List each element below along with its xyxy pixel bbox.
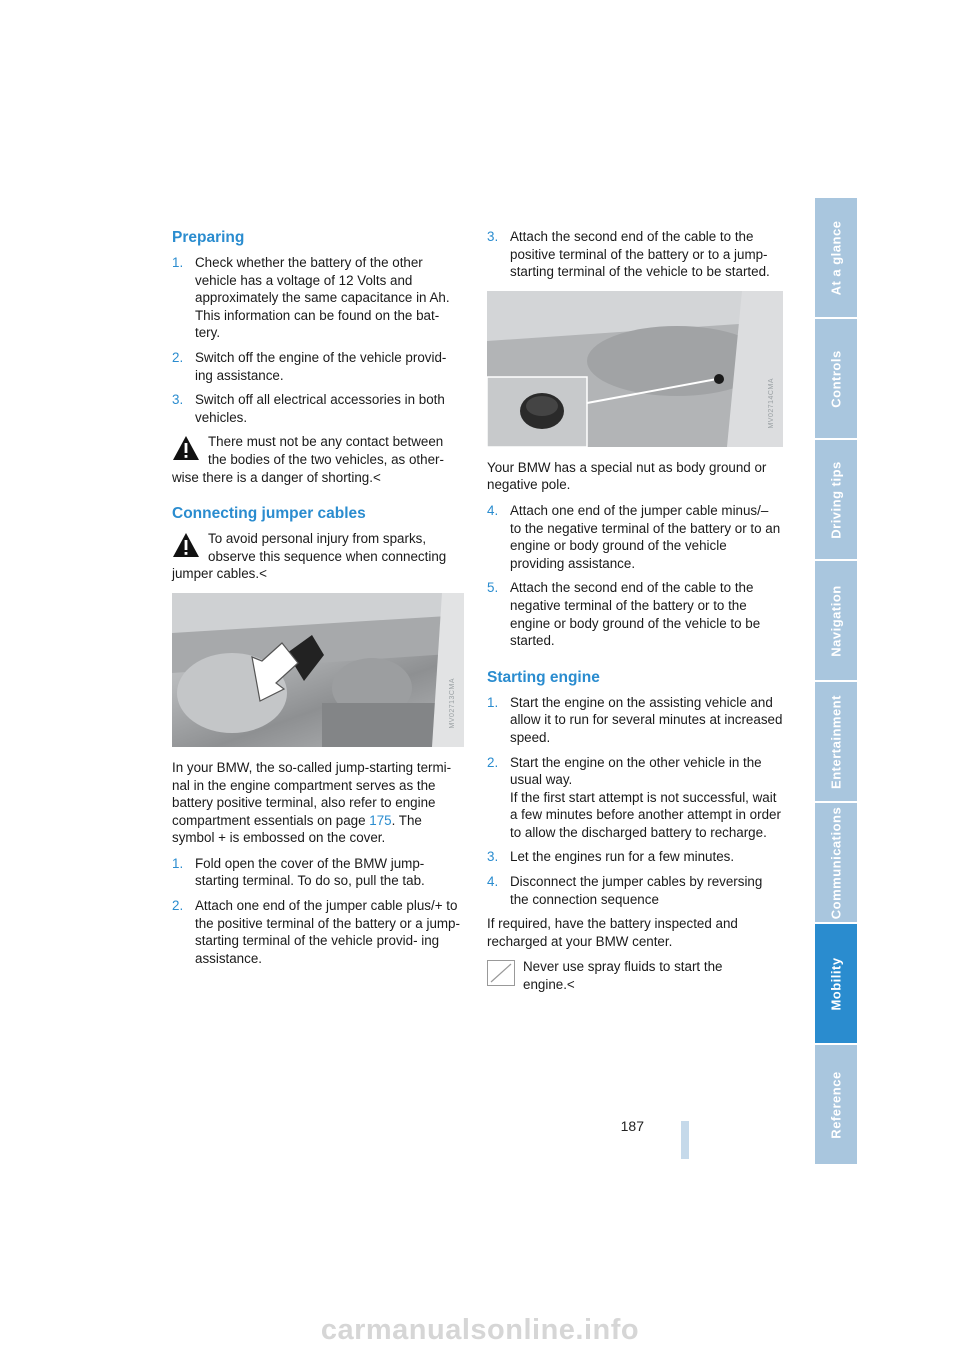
engine-bay-illustration [172, 593, 464, 747]
tab-mobility[interactable]: Mobility [815, 924, 857, 1043]
page-number: 187 [620, 1118, 644, 1134]
step-text: Switch off the engine of the vehicle provid- ing assistance. [195, 349, 447, 383]
step-number: 1. [487, 694, 499, 710]
warning-text-line: the bodies of the two vehicles, as other- [208, 451, 444, 467]
step-text: Start the engine on the assisting vehicle and allow it to run for several minutes at increased speed. [510, 694, 783, 745]
list-item [487, 694, 783, 747]
tab-driving-tips[interactable]: Driving tips [815, 440, 857, 559]
list-item [487, 579, 783, 649]
starting-engine-heading: Starting engine [487, 668, 600, 686]
list-item [172, 349, 464, 384]
note-text-line: engine.< [523, 977, 575, 993]
intro-paragraph: In your BMW, the so-called jump-starting termi- nal in the engine compartment serves as the battery positive terminal, also refer to engine compartment essentials on page 175. The symbol + is embossed on the cover. [172, 759, 452, 846]
shorting-warning [172, 433, 464, 486]
warning-text-line: There must not be any contact between [208, 434, 444, 450]
image-code: MV02714CMA [768, 378, 776, 429]
warning-text-line: To avoid personal injury from sparks, [208, 531, 427, 547]
jump-start-terminal-photo [172, 593, 464, 747]
body-ground-photo [487, 291, 783, 447]
tab-at-a-glance[interactable]: At a glance [815, 198, 857, 317]
step-number: 5. [487, 580, 499, 596]
sparks-warning [172, 530, 464, 583]
step-number: 4. [487, 874, 499, 890]
step-text: Check whether the battery of the other vehicle has a voltage of 12 Volts and approximately the same capacitance in Ah. This information can be found on the bat- tery. [195, 255, 450, 341]
list-item [487, 873, 783, 908]
right-column [487, 228, 783, 1004]
step-extra-text: If the first start attempt is not successful, wait a few minutes before another attempt in order to allow the discharged battery to recharge. [510, 789, 781, 840]
connecting-heading: Connecting jumper cables [172, 505, 366, 523]
step-number: 3. [172, 392, 184, 408]
warning-text-line: observe this sequence when connecting [208, 548, 447, 564]
body-ground-illustration [487, 291, 783, 447]
warning-text-line: wise there is a danger of shorting.< [172, 469, 381, 485]
step-text: Attach the second end of the cable to the positive terminal of the battery or to a jump- starting terminal of the vehicle to be started. [510, 229, 770, 280]
warning-triangle-icon [172, 532, 200, 558]
list-item [487, 228, 783, 281]
warning-text-line: jumper cables.< [172, 566, 267, 582]
list-item [487, 502, 783, 572]
step-text: Attach one end of the jumper cable plus/+ to the positive terminal of the battery or a jump-starting terminal of the vehicle provid- ing assistance. [195, 898, 460, 966]
step-number: 3. [487, 849, 499, 865]
preparing-steps [172, 254, 464, 426]
left-column [172, 228, 464, 974]
negative-steps [487, 502, 783, 650]
list-item [172, 855, 464, 890]
list-item [172, 254, 464, 342]
step-number: 2. [172, 349, 184, 365]
step-number: 4. [487, 502, 499, 518]
starting-steps [487, 694, 783, 909]
list-item [487, 848, 783, 866]
step-number: 2. [487, 754, 499, 770]
step-number: 2. [172, 898, 184, 914]
connect-steps-continued [487, 228, 783, 281]
step-text: Start the engine on the other vehicle in the usual way. [510, 754, 762, 788]
image-code: MV02713CMA [449, 678, 457, 729]
chapter-sidebar [815, 198, 857, 1166]
tab-reference[interactable]: Reference [815, 1045, 857, 1164]
list-item [172, 391, 464, 426]
battery-paragraph: If required, have the battery inspected and recharged at your BMW center. [487, 916, 738, 949]
step-text: Attach one end of the jumper cable minus/– to the negative terminal of the battery or to an engine or body ground of the vehicle providing assistance. [510, 502, 781, 571]
step-number: 1. [172, 855, 184, 871]
footer-text: Online Edition for Part-No. 01 41 0 158 445 - © 09/04 BMW AG [319, 1139, 641, 1151]
tab-navigation[interactable]: Navigation [815, 561, 857, 680]
list-item [487, 754, 783, 842]
step-text: Fold open the cover of the BMW jump- starting terminal. To do so, pull the tab. [195, 855, 425, 889]
connect-steps [172, 855, 464, 968]
spray-fluid-note [487, 958, 783, 993]
step-text: Switch off all electrical accessories in both vehicles. [195, 392, 445, 425]
step-text: Attach the second end of the cable to the negative terminal of the battery or to the engine or body ground of the vehicle to be started. [510, 580, 761, 649]
tab-controls[interactable]: Controls [815, 319, 857, 438]
tab-communications[interactable]: Communications [815, 803, 857, 922]
watermark: carmanualsonline.info [320, 1314, 640, 1346]
ground-paragraph: Your BMW has a special nut as body ground or negative pole. [487, 459, 767, 493]
note-text-line: Never use spray fluids to start the [523, 959, 723, 975]
preparing-heading: Preparing [172, 229, 245, 246]
step-text: Let the engines run for a few minutes. [510, 849, 735, 865]
list-item [172, 897, 464, 967]
warning-triangle-icon [172, 435, 200, 461]
page-reference-link[interactable]: 175 [369, 812, 392, 828]
tab-entertainment[interactable]: Entertainment [815, 682, 857, 801]
step-number: 3. [487, 229, 499, 244]
step-text: Disconnect the jumper cables by reversing the connection sequence [510, 874, 763, 907]
note-icon [487, 960, 515, 986]
step-number: 1. [172, 255, 184, 270]
